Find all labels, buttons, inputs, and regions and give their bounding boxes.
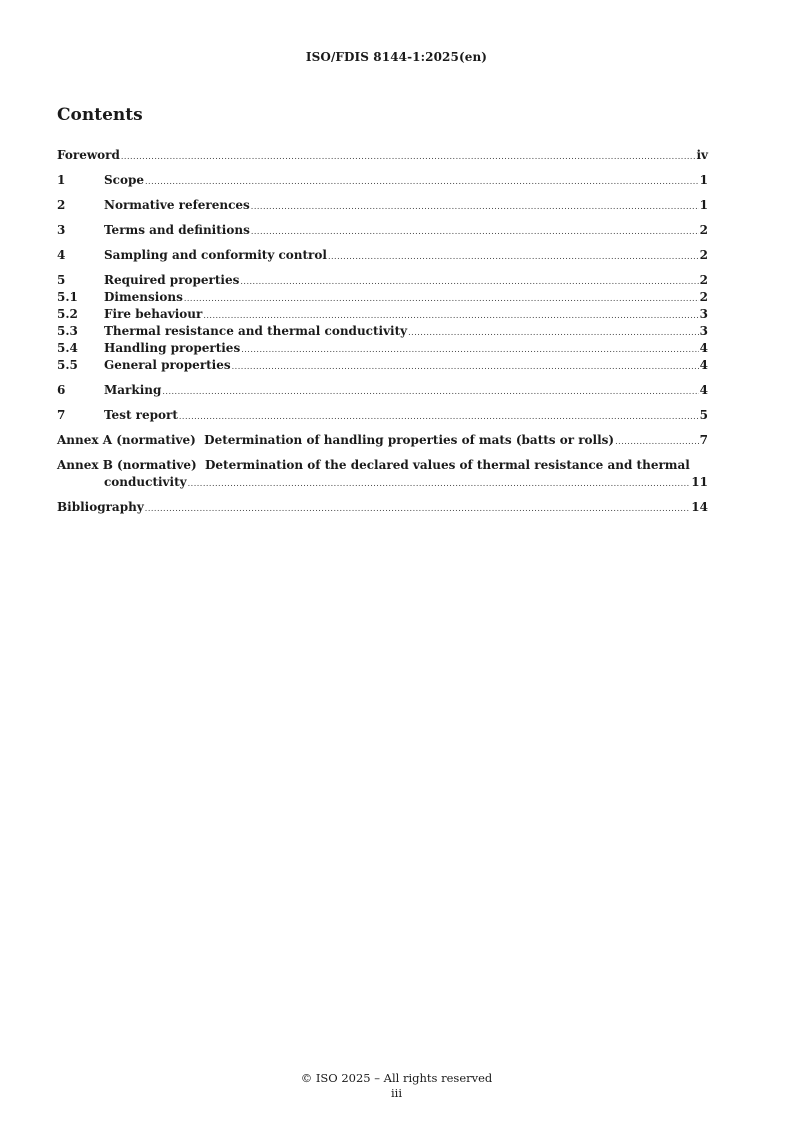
toc-entry-marking[interactable] [57,382,708,399]
toc-entry-test-report[interactable] [57,407,708,424]
toc-entry-number: 5.1 [57,290,78,304]
toc-leader-dots [184,290,699,307]
toc-entry-page: 2 [699,223,708,237]
toc-entry-title: Sampling and conformity control [104,248,327,262]
toc-entry-page: 4 [699,383,708,397]
toc-entry-title: Terms and definitions [104,223,250,237]
toc-entry-title: Annex B (normative) Determination of the declared values of thermal resistance and thermal [57,458,690,472]
toc-leader-dots [188,475,691,492]
toc-entry-normative-references[interactable] [57,197,708,214]
toc-leader-dots [615,433,699,450]
toc-entry-page: iv [696,148,708,162]
toc-entry-title: Scope [104,173,145,187]
toc-entry-page: 2 [699,248,708,262]
toc-entry-title: Thermal resistance and thermal conductivity [104,324,408,338]
toc-entry-general-properties[interactable] [57,357,708,374]
toc-entry-bibliography[interactable] [57,499,708,516]
toc-entry-number: 2 [57,198,66,212]
toc-leader-dots [121,148,696,165]
toc-entry-title: Handling properties [104,341,241,355]
toc-entry-number: 4 [57,248,66,262]
toc-entry-number: 5 [57,273,66,287]
toc-entry-thermal-resistance[interactable] [57,323,708,340]
toc-entry-number: 7 [57,408,66,422]
toc-entry-title: Dimensions [104,290,183,304]
toc-entry-required-properties[interactable] [57,272,708,289]
toc-entry-handling-properties[interactable] [57,340,708,357]
toc-entry-fire-behaviour[interactable] [57,306,708,323]
toc-entry-page: 5 [699,408,708,422]
toc-leader-dots [328,248,699,265]
toc-entry-title: Bibliography [57,500,144,514]
toc-entry-scope[interactable] [57,172,708,189]
toc-entry-page: 7 [699,433,708,447]
toc-entry-title: Required properties [104,273,240,287]
toc-entry-page: 1 [699,173,708,187]
page-footer [0,1071,793,1101]
toc-leader-dots [145,173,699,190]
copyright-notice: © ISO 2025 – All rights reserved [300,1071,493,1085]
toc-entry-number: 5.3 [57,324,78,338]
toc-leader-dots [240,273,698,290]
toc-entry-page: 3 [699,307,708,321]
toc-entry-dimensions[interactable] [57,289,708,306]
toc-entry-number: 6 [57,383,66,397]
toc-leader-dots [408,324,699,341]
toc-leader-dots [179,408,699,425]
toc-entry-page: 2 [699,273,708,287]
toc-entry-page: 11 [691,475,708,489]
page-header: ISO/FDIS 8144-1:2025(en) [305,50,488,64]
toc-entry-page: 4 [699,341,708,355]
toc-entry-page: 3 [699,324,708,338]
toc-leader-dots [232,358,699,375]
toc-entry-title: Normative references [104,198,250,212]
toc-entry-number: 1 [57,173,66,187]
toc-entry-title: Fire behaviour [104,307,203,321]
contents-title: Contents [57,105,143,125]
toc-entry-number: 5.2 [57,307,78,321]
toc-entry-title: Test report [104,408,178,422]
toc-entry-title: Foreword [57,148,120,162]
toc-entry-title-continuation: conductivity [104,475,187,489]
toc-leader-dots [203,307,698,324]
toc-leader-dots [162,383,698,400]
toc-entry-number: 3 [57,223,66,237]
toc-entry-page: 2 [699,290,708,304]
toc-leader-dots [145,500,691,517]
toc-entry-page: 14 [691,500,708,514]
page-number: iii [390,1086,403,1100]
toc-entry-title: Annex A (normative) Determination of handling properties of mats (batts or rolls) [57,433,615,447]
toc-leader-dots [241,341,698,358]
toc-leader-dots [251,198,699,215]
toc-entry-page: 1 [699,198,708,212]
toc-entry-number: 5.5 [57,358,78,372]
toc-entry-title: Marking [104,383,162,397]
toc-leader-dots [251,223,699,240]
toc-entry-sampling[interactable] [57,247,708,264]
toc-entry-title: General properties [104,358,231,372]
toc-entry-foreword[interactable] [57,147,708,164]
toc-entry-number: 5.4 [57,341,78,355]
toc-entry-annex-b-continuation[interactable] [57,474,708,491]
toc-entry-page: 4 [699,358,708,372]
toc-entry-annex-b[interactable] [57,457,708,474]
toc-entry-terms-and-definitions[interactable] [57,222,708,239]
table-of-contents [57,147,708,516]
toc-entry-annex-a[interactable] [57,432,708,449]
